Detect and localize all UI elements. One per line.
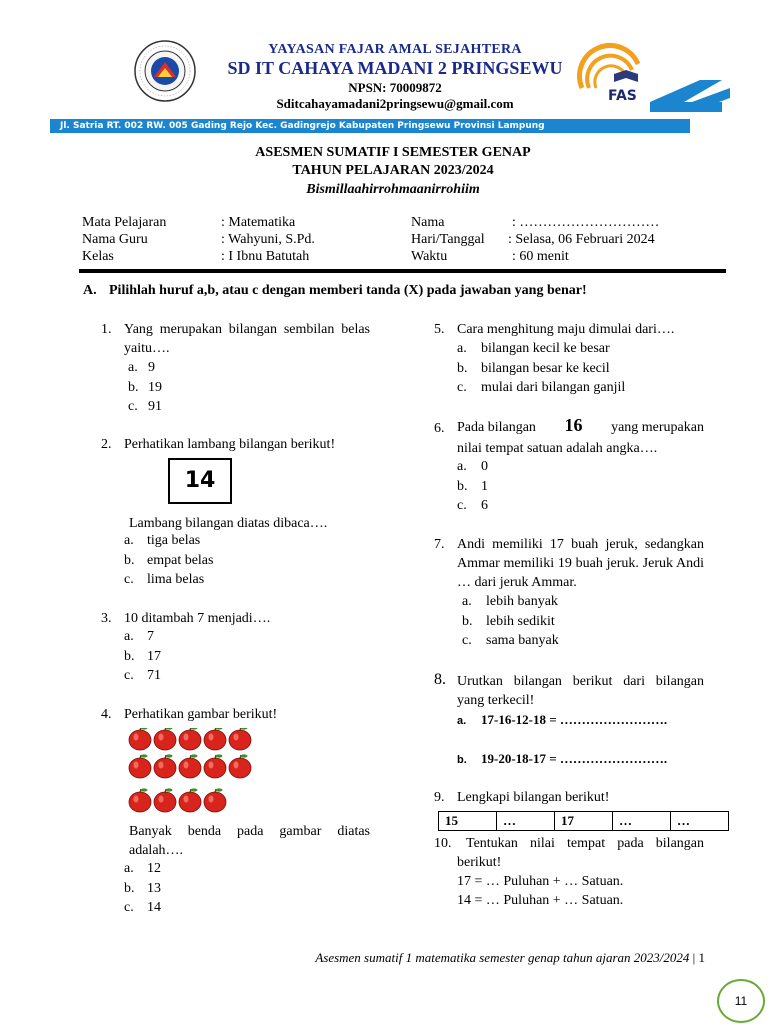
page-footer [255,950,705,966]
option-letter: b. [124,552,135,568]
q1-option-c[interactable] [128,397,162,417]
footer-page-number: 1 [698,950,705,965]
label-time: Waktu [411,249,448,264]
q3-option-c[interactable] [124,666,161,686]
q5-options [457,339,625,398]
label-teacher: Nama Guru [82,232,148,247]
q6-text-post: yang merupakan [611,420,704,435]
option-letter: c. [124,572,134,587]
option-letter: b. [128,379,139,395]
q9-cell[interactable]: … [497,812,555,831]
option-text: 14 [147,900,161,915]
q3-option-b[interactable] [124,647,161,667]
q10-line-2[interactable]: 14 = … Puluhan + … Satuan. [457,893,624,908]
info-left-values [221,214,315,265]
apple-icon [229,728,251,750]
option-text: 13 [147,880,161,896]
q6-text-line2: nilai tempat satuan adalah angka…. [457,441,658,456]
value-name: : ………………………… [512,215,660,230]
q8-item-a[interactable] [457,710,667,731]
option-text: 19-20-18-17 = ……………………. [481,751,668,766]
option-letter: a. [457,459,467,474]
page-number-badge: 11 [717,979,765,1023]
q3-options [124,627,161,686]
q2-text: Perhatikan lambang bilangan berikut! [124,437,336,452]
q10-number: 10. [434,836,452,851]
q9-text: Lengkapi bilangan berikut! [457,790,610,805]
option-text: 9 [148,360,155,375]
option-text: lima belas [147,572,205,587]
q2-option-c[interactable] [124,570,213,590]
q1-options [128,358,162,417]
school-address: Jl. Satria RT. 002 RW. 005 Gading Rejo Kec. Gadingrejo Kabupaten Pringsewu Provinsi Lampung [60,121,545,131]
q1-number: 1. [101,322,112,337]
apple-icon [229,754,251,778]
q5-number: 5. [434,322,445,337]
q9-number: 9. [434,790,445,805]
q6-option-a[interactable] [457,457,488,477]
q6-options [457,457,488,516]
q2-number: 2. [101,437,112,452]
foundation-name: YAYASAN FAJAR AMAL SEJAHTERA [268,42,522,57]
q2-options [124,531,213,590]
value-time: : 60 menit [512,249,569,264]
label-class: Kelas [82,249,114,264]
value-date: : Selasa, 06 Februari 2024 [508,232,655,247]
q4-number: 4. [101,707,112,722]
option-letter: a. [124,629,134,644]
apple-icon [204,728,226,750]
exam-title: ASESMEN SUMATIF I SEMESTER GENAP [255,145,531,160]
info-left-labels [82,214,166,265]
option-letter: c. [128,399,138,414]
option-letter: a. [124,533,134,548]
school-logo-left [134,40,196,102]
option-letter: c. [457,498,467,513]
q6-option-c[interactable] [457,496,488,516]
q7-number: 7. [434,537,445,552]
option-text: 0 [481,459,488,474]
q6-big-number: 16 [564,415,583,435]
option-text: lebih banyak [486,594,558,609]
footer-separator: | [692,950,696,965]
fas-logo [572,40,732,130]
q6-option-b[interactable] [457,477,488,497]
option-letter: c. [462,633,472,648]
q5-text: Cara menghitung maju dimulai dari…. [457,322,675,337]
q2-follow-text: Lambang bilangan diatas dibaca…. [129,516,328,531]
svg-text:FAS: FAS [608,88,637,104]
option-text: lebih sedikit [486,613,555,629]
apple-icon [154,728,176,750]
q6-text-line1 [457,416,704,437]
q2-option-a[interactable] [124,531,213,551]
q3-option-a[interactable] [124,627,161,647]
q6-number: 6. [434,421,445,436]
q4-follow-text: Banyak benda pada gambar diatas adalah…. [129,824,370,858]
q1-text: Yang merupakan bilangan sembilan belas yaitu…. [124,322,370,356]
option-text: 91 [148,399,162,414]
bismillah: Bismillaahirrohmaanirrohiim [306,182,480,197]
q7-option-b[interactable] [462,612,559,632]
q2-option-b[interactable] [124,551,213,571]
option-letter: b. [457,754,467,766]
q8-text: Urutkan bilangan berikut dari bilangan yang terkecil! [457,674,704,708]
q9-cell[interactable]: … [613,812,671,831]
apple-icon [204,788,226,812]
apple-icon [154,788,176,812]
apple-icon [129,754,151,778]
q9-cell: 17 [555,812,613,831]
q7-option-c[interactable] [462,631,559,651]
info-right-values [508,214,659,265]
q9-cell: 15 [439,812,497,831]
option-text: 71 [147,668,161,683]
q7-options [462,592,559,651]
q5-option-c[interactable] [457,378,625,398]
option-letter: b. [124,648,135,664]
academic-year: TAHUN PELAJARAN 2023/2024 [292,163,494,178]
value-class: : I Ibnu Batutah [221,249,310,264]
school-name: SD IT CAHAYA MADANI 2 PRINGSEWU [227,58,563,78]
section-letter: A. [83,283,97,298]
q1-option-a[interactable] [128,358,162,378]
q2-number-box: 14 [168,458,232,504]
q5-option-b[interactable] [457,359,625,379]
option-text: mulai dari bilangan ganjil [481,380,626,395]
npsn-number: NPSN: 70009872 [348,80,442,95]
q10-line-1[interactable]: 17 = … Puluhan + … Satuan. [457,874,624,889]
option-text: 17-16-12-18 = ……………………. [481,712,668,727]
apple-icon [179,788,201,812]
option-text: bilangan besar ke kecil [481,360,610,376]
option-letter: b. [457,478,468,494]
q6-text-pre: Pada bilangan [457,420,536,435]
option-letter: a. [457,341,467,356]
q3-text: 10 ditambah 7 menjadi…. [124,611,271,626]
value-teacher: : Wahyuni, S.Pd. [221,232,315,247]
label-name: Nama [411,215,445,230]
option-text: 17 [147,648,161,664]
q8-item-b[interactable] [457,749,667,770]
option-letter: c. [457,380,467,395]
q5-option-a[interactable] [457,339,625,359]
label-date: Hari/Tanggal [411,232,485,247]
option-letter: c. [124,668,134,683]
option-letter: a. [128,360,138,375]
label-subject: Mata Pelajaran [82,215,167,230]
option-text: sama banyak [486,633,559,648]
option-letter: a. [462,594,472,609]
q4-option-b[interactable] [124,879,161,899]
apple-icon [204,754,226,778]
q9-number-table [438,811,729,831]
option-text: 7 [147,629,154,644]
q4-options [124,859,161,918]
option-text: bilangan kecil ke besar [481,341,610,356]
option-text: 19 [148,379,162,395]
q7-text: Andi memiliki 17 buah jeruk, sedangkan Ammar memiliki 19 buah jeruk. Jeruk Andi … dari jeruk Ammar. [457,537,704,590]
q7-option-a[interactable] [462,592,559,612]
option-letter: a. [457,715,467,727]
q9-cell[interactable]: … [671,812,729,831]
option-letter: c. [124,900,134,915]
option-text: tiga belas [147,533,201,548]
option-letter: b. [124,880,135,896]
value-subject: : Matematika [221,215,296,230]
q3-number: 3. [101,611,112,626]
q4-option-c[interactable] [124,898,161,918]
q4-text: Perhatikan gambar berikut! [124,707,278,722]
option-text: empat belas [147,552,214,568]
school-email: Sditcahayamadani2pringsewu@gmail.com [276,96,514,111]
q10-text: Tentukan nilai tempat pada bilangan berikut! [457,836,704,870]
apple-icon [179,728,201,750]
option-text: 6 [481,498,488,513]
apple-icon [154,754,176,778]
option-letter: b. [457,360,468,376]
apple-icon [129,728,151,750]
option-letter: b. [462,613,473,629]
q4-apple-picture [128,728,258,816]
option-text: 12 [147,861,161,876]
option-letter: a. [124,861,134,876]
option-text: 1 [481,478,488,494]
apple-icon [129,788,151,812]
q4-option-a[interactable] [124,859,161,879]
section-instruction: Pilihlah huruf a,b, atau c dengan memberi tanda (X) pada jawaban yang benar! [109,283,587,298]
q1-option-b[interactable] [128,378,162,398]
footer-text: Asesmen sumatif 1 matematika semester genap tahun ajaran 2023/2024 [315,950,690,965]
apple-icon [179,754,201,778]
q8-number: 8. [434,671,446,688]
divider-line [79,269,726,273]
info-right-labels [411,214,485,265]
